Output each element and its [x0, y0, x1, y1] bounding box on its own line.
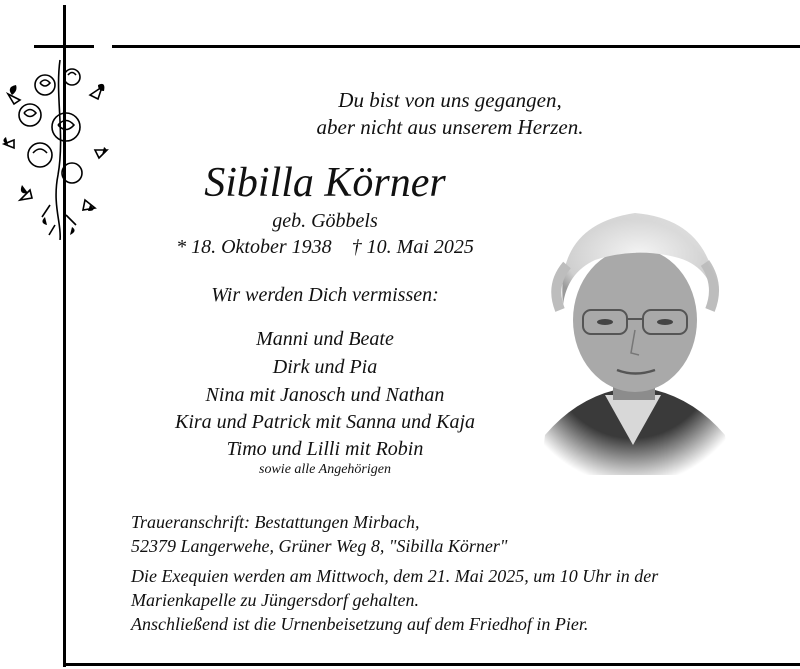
intro-line-2: aber nicht aus unserem Herzen. — [316, 115, 584, 139]
family-line: Kira und Patrick mit Sanna und Kaja — [175, 411, 475, 433]
service-line: Anschließend ist die Urnenbeisetzung auf dem Friedhof in Pier. — [131, 614, 589, 634]
address-line: Traueranschrift: Bestattungen Mirbach, — [131, 512, 420, 532]
frame-bottom-line — [63, 663, 800, 666]
family-line: Timo und Lilli mit Robin — [226, 438, 424, 460]
rose-ornament-icon — [0, 55, 112, 240]
deceased-name: Sibilla Körner — [204, 160, 446, 206]
family-line: Nina mit Janosch und Nathan — [205, 384, 445, 406]
maiden-name: geb. Göbbels — [272, 210, 378, 232]
cross-horizontal-bar — [34, 45, 94, 48]
service-line: Die Exequien werden am Mittwoch, dem 21. Mai 2025, um 10 Uhr in der — [131, 566, 659, 586]
death-date: † 10. Mai 2025 — [351, 236, 474, 258]
life-dates — [130, 236, 520, 259]
family-line: Dirk und Pia — [272, 356, 378, 378]
funeral-address — [131, 510, 507, 558]
birth-date: * 18. Oktober 1938 — [176, 236, 332, 258]
address-line: 52379 Langerwehe, Grüner Weg 8, "Sibilla Körner" — [131, 536, 508, 556]
service-info — [131, 564, 658, 636]
miss-line: Wir werden Dich vermissen: — [211, 284, 439, 306]
family-line: Manni und Beate — [256, 328, 394, 350]
service-line: Marienkapelle zu Jüngersdorf gehalten. — [131, 590, 419, 610]
relatives-line: sowie alle Angehörigen — [259, 462, 391, 477]
frame-top-line — [112, 45, 800, 48]
intro-line-1: Du bist von uns gegangen, — [338, 88, 562, 112]
portrait-photo — [505, 185, 760, 485]
